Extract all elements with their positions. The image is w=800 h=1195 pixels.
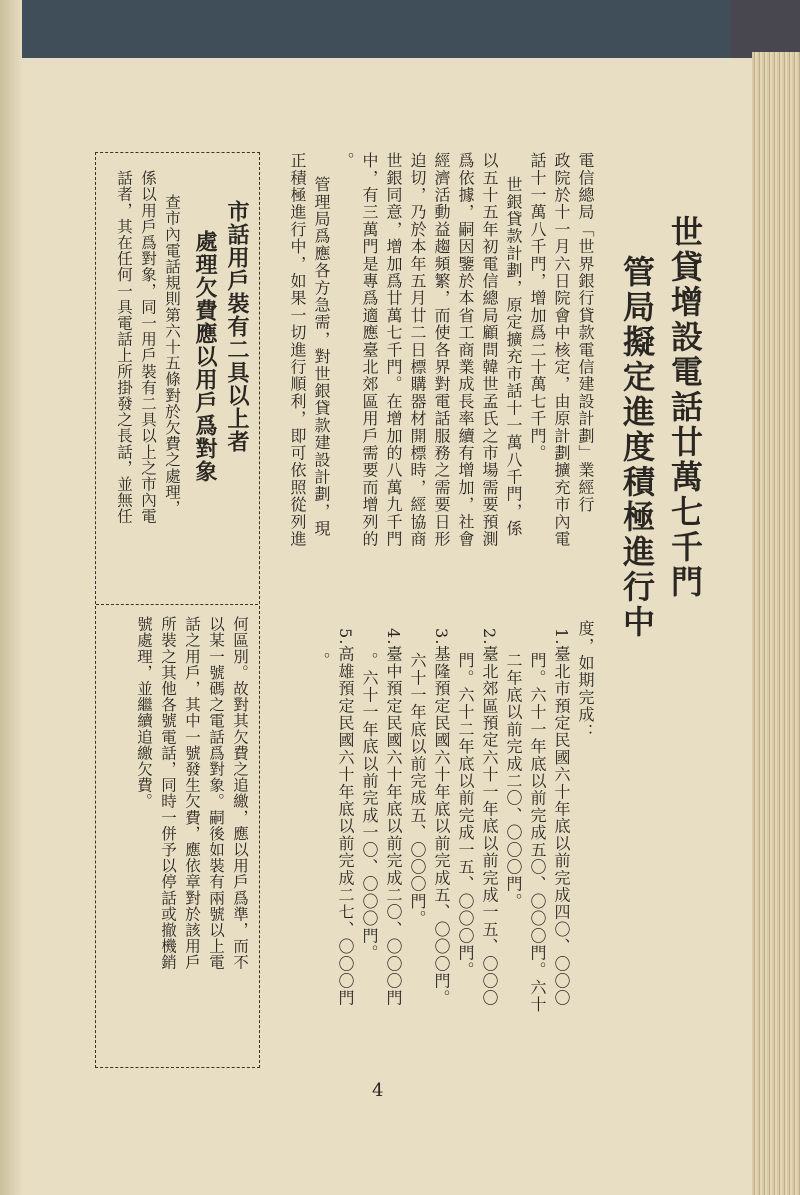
notice-text-line: 何區別。故對其欠費之追繳，應以用戶爲準，而不 xyxy=(231,616,249,971)
schedule-line: 4.臺中預定民國六十年底以前完成二〇、〇〇〇門 xyxy=(384,628,403,1007)
schedule-line: 門。六十二年底以前完成一五、〇〇〇門。 xyxy=(456,652,475,979)
article-body-line: 經濟活動益趨頻繁，而使各界對電話服務之需要日形 xyxy=(432,152,451,548)
schedule-line: 。六十一年底以前完成一〇、〇〇〇門。 xyxy=(360,652,379,962)
notice-title-line-2: 處理欠費應以用戶爲對象 xyxy=(192,230,217,483)
notice-text-line: 號處理，並繼續追繳欠費。 xyxy=(135,616,153,810)
notice-text-line: 查市內電話規則第六十五條對於欠費之處理， xyxy=(163,194,181,516)
schedule-line: 。 xyxy=(312,652,331,670)
page-number: 4 xyxy=(372,1080,384,1101)
article-body-line: 政院於十一月六日院會中核定，由原計劃擴充市內電 xyxy=(552,152,571,548)
article-body-line: 迫切，乃於本年五月廿二日標購器材開標時，經協商 xyxy=(408,152,427,548)
schedule-line: 二年底以前完成二〇、〇〇〇門。 xyxy=(504,652,523,910)
article-title-line-2: 管局擬定進度積極進行中 xyxy=(618,255,656,640)
schedule-line: 5.高雄預定民國六十年底以前完成二七、〇〇〇門 xyxy=(336,628,355,1007)
schedule-line: 1.臺北市預定民國六十年底以前完成四〇、〇〇〇 xyxy=(552,628,571,1007)
schedule-line: 門。六十一年底以前完成五〇、〇〇〇門。六十 xyxy=(528,652,547,1014)
schedule-line: 3.基隆預定民國六十年底以前完成五、〇〇〇門。 xyxy=(432,628,451,1007)
notice-box-divider xyxy=(96,604,258,605)
notice-text-line: 以某一號碼之電話爲對象。嗣後如裝有兩號以上電 xyxy=(207,616,225,971)
schedule-line: 度，如期完成： xyxy=(576,620,595,741)
article-title-line-1: 世貸增設電話廿萬七千門 xyxy=(666,215,704,600)
article-body-line: 管理局爲應各方急需，對世銀貸款建設計劃，現 xyxy=(312,176,331,538)
article-body-line: 。 xyxy=(336,152,355,170)
schedule-line: 2.臺北郊區預定六十一年底以前完成一五、〇〇〇 xyxy=(480,628,499,1007)
previous-page-edge xyxy=(0,0,22,1195)
notice-text-line: 話之用戶，其中一號發生欠費，應依章對於該用戶 xyxy=(183,616,201,971)
article-body-line: 正積極進行中，如果一切進行順利，即可依照從列進 xyxy=(288,152,307,548)
article-body-line: 電信總局「世界銀行貸款電信建設計劃」業經行 xyxy=(576,152,595,514)
notice-title-line-1: 市話用戶裝有二具以上者 xyxy=(224,200,249,453)
article-body-line: 爲依據，嗣因鑒於本省工商業成長率續有增加，社會 xyxy=(456,152,475,548)
article-body-line: 中，有三萬門是專爲適應臺北郊區用戶需要而增列的 xyxy=(360,152,379,548)
notice-text-line: 所裝之其他各號電話，同時一併予以停話或撤機銷 xyxy=(159,616,177,971)
article-body-line: 以五十五年初電信總局顧問韓世孟氏之市場需要預測 xyxy=(480,152,499,548)
schedule-line: 六十一年底以前完成五、〇〇〇門。 xyxy=(408,652,427,928)
article-body-line: 世銀同意，增加爲廿萬七千門。在增加的八萬九千門 xyxy=(384,152,403,548)
notice-text-line: 話者，其在任何一具電話上所掛發之長話，並無任 xyxy=(115,170,133,525)
article-body-line: 世銀貸款計劃，原定擴充市話十一萬八千門，係 xyxy=(504,176,523,538)
article-body-line: 話十一萬八千門，增加爲二十萬七千門。 xyxy=(528,152,547,462)
notice-text-line: 係以用戶爲對象，同一用戶裝有二具以上之市內電 xyxy=(139,170,157,525)
page-stack-edge xyxy=(752,52,800,1195)
